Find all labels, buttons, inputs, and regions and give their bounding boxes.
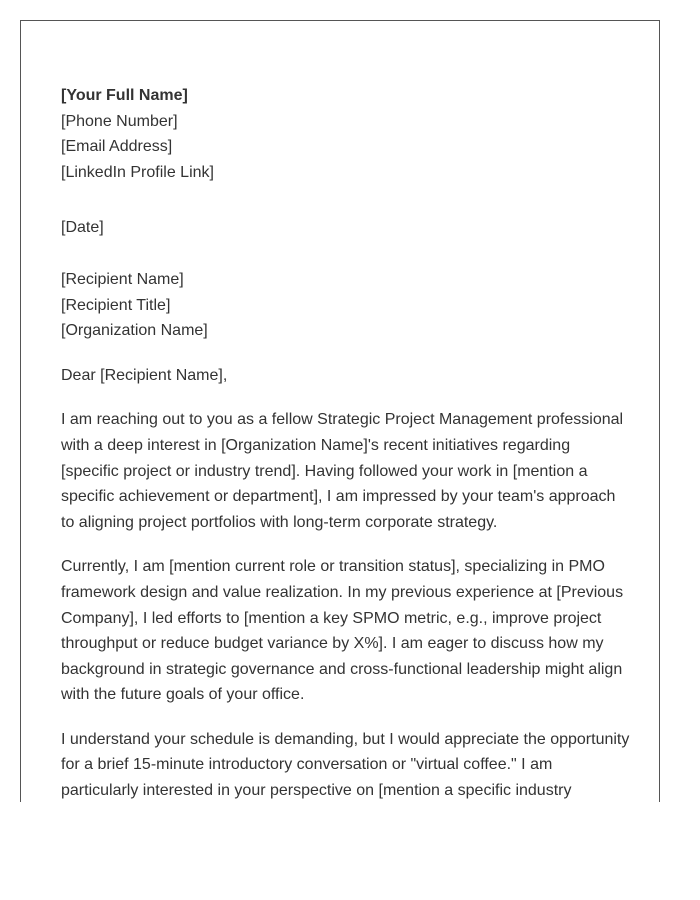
sender-name: [Your Full Name] [61, 87, 188, 104]
greeting: Dear [Recipient Name], [61, 366, 228, 384]
sender-linkedin: [LinkedIn Profile Link] [61, 163, 214, 181]
recipient-name: [Recipient Name] [61, 270, 184, 288]
letter-content [61, 83, 631, 802]
recipient-organization: [Organization Name] [61, 322, 208, 340]
body-paragraph-3: I understand your schedule is demanding, but I would appreciate the opportunity for a brief 15-minute introductory conversation or "virtual coffee." I am particularly interested in your perspective on [mention a specific industry [61, 730, 630, 800]
sender-phone: [Phone Number] [61, 112, 178, 130]
body-paragraph-1: I am reaching out to you as a fellow Strategic Project Management professional with a deep interest in [Organization Name]'s recent initiatives regarding [specific project or industry trend]. Having followed your work in [mention a specific achievement or department], I am impressed by your team's approach to aligning project portfolios with long-term corporate strategy. [61, 411, 624, 531]
recipient-block [61, 267, 631, 344]
sender-block [61, 83, 631, 185]
letter-date: [Date] [61, 219, 104, 237]
recipient-title: [Recipient Title] [61, 296, 171, 314]
date-block [61, 215, 631, 241]
letter-page [20, 20, 660, 802]
sender-email: [Email Address] [61, 138, 173, 156]
body-paragraph-2: Currently, I am [mention current role or transition status], specializing in PMO framework design and value realization. In my previous experience at [Previous Company], I led efforts to [mention a key SPMO metric, e.g., improve project throughput or reduce budget variance by X%]. I am eager to discuss how my background in strategic governance and cross-functional leadership might align with the future goals of your office. [61, 558, 624, 704]
